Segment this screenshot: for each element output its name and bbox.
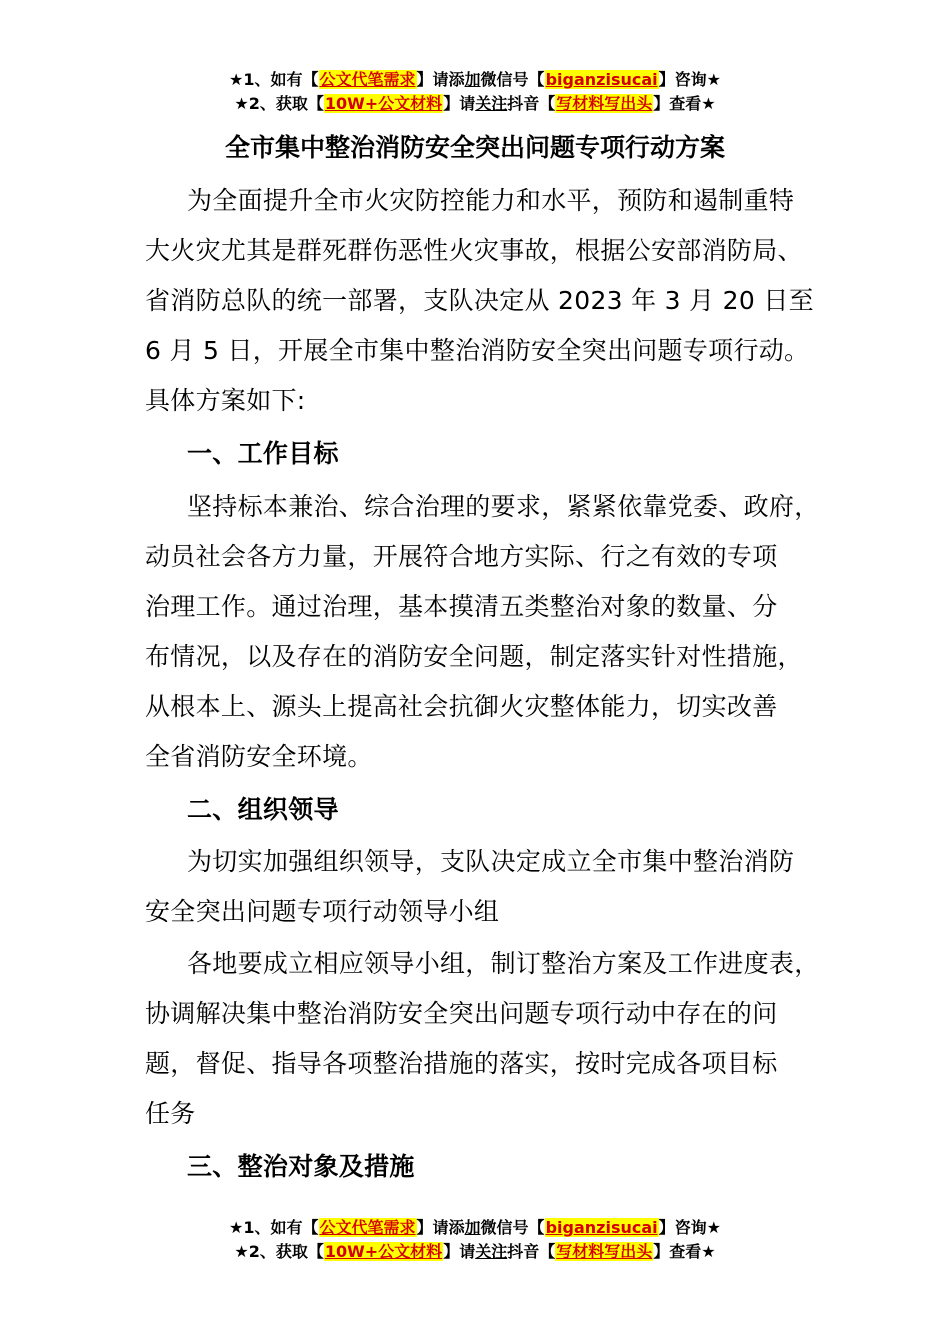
promo-highlight: 写材料写出头: [556, 1242, 653, 1261]
paragraph-line: 大火灾尤其是群死群伤恶性火灾事故，根据公安部消防局、: [145, 236, 803, 265]
document-title: 全市集中整治消防安全突出问题专项行动方案: [224, 133, 725, 162]
paragraph-line: 治理工作。通过治理，基本摸清五类整治对象的数量、分: [145, 592, 778, 621]
promo-text: 抖音【: [507, 1242, 556, 1261]
section-heading: 三、整治对象及措施: [187, 1152, 415, 1181]
promo-text: 】查看★: [653, 94, 716, 113]
promo-text: 微信号【: [480, 1218, 545, 1237]
promo-banner-top: [0, 68, 950, 116]
promo-text: 】请添: [416, 70, 465, 89]
paragraph-line: 从根本上、源头上提高社会抗御火灾整体能力，切实改善: [145, 692, 778, 721]
promo-text: 】请添: [416, 1218, 465, 1237]
paragraph-line: 题，督促、指导各项整治措施的落实，按时完成各项目标: [145, 1049, 778, 1078]
paragraph-line: 省消防总队的统一部署，支队决定从 2023 年 3 月 20 日至: [145, 286, 814, 315]
paragraph-line: 各地要成立相应领导小组，制订整治方案及工作进度表，: [187, 949, 820, 978]
paragraph-line: 坚持标本兼治、综合治理的要求，紧紧依靠党委、政府，: [187, 492, 820, 521]
promo-text: ★2、获取【: [234, 1242, 324, 1261]
promo-banner-bottom: [0, 1216, 950, 1264]
promo-text: 】请: [443, 1242, 476, 1261]
promo-line-2: [0, 1240, 950, 1264]
paragraph-line: 动员社会各方力量，开展符合地方实际、行之有效的专项: [145, 542, 778, 571]
paragraph-line: 6 月 5 日，开展全市集中整治消防安全突出问题专项行动。: [145, 336, 810, 365]
promo-text: ★1、如有【: [229, 70, 319, 89]
paragraph-line: 具体方案如下:: [145, 386, 306, 415]
promo-line-1: [0, 68, 950, 92]
promo-text: 】请: [443, 94, 476, 113]
promo-text: 加: [464, 1218, 481, 1237]
paragraph-line: 任务: [145, 1099, 196, 1128]
promo-text: ★2、获取【: [234, 94, 324, 113]
promo-text: 关注: [475, 94, 508, 113]
promo-highlight: 10W+公文材料: [324, 94, 443, 113]
paragraph-line: 布情况，以及存在的消防安全问题，制定落实针对性措施，: [145, 642, 803, 671]
section-heading: 一、工作目标: [187, 439, 339, 468]
promo-text: 】咨询★: [658, 1218, 721, 1237]
promo-text: ★1、如有【: [229, 1218, 319, 1237]
promo-highlight: 公文代笔需求: [319, 70, 416, 89]
section-heading: 二、组织领导: [187, 795, 339, 824]
promo-text: 微信号【: [480, 70, 545, 89]
promo-line-1: [0, 1216, 950, 1240]
promo-text: 】咨询★: [658, 70, 721, 89]
promo-text: 抖音【: [507, 94, 556, 113]
promo-text: 加: [464, 70, 481, 89]
promo-highlight: biganzisucai: [545, 1218, 658, 1237]
promo-text: 关注: [475, 1242, 508, 1261]
promo-highlight: 写材料写出头: [556, 94, 653, 113]
paragraph-line: 为切实加强组织领导，支队决定成立全市集中整治消防: [187, 847, 795, 876]
paragraph-line: 协调解决集中整治消防安全突出问题专项行动中存在的问: [145, 999, 778, 1028]
promo-highlight: biganzisucai: [545, 70, 658, 89]
promo-text: 】查看★: [653, 1242, 716, 1261]
promo-line-2: [0, 92, 950, 116]
promo-highlight: 10W+公文材料: [324, 1242, 443, 1261]
promo-highlight: 公文代笔需求: [319, 1218, 416, 1237]
paragraph-line: 为全面提升全市火灾防控能力和水平，预防和遏制重特: [187, 186, 795, 215]
paragraph-line: 安全突出问题专项行动领导小组: [145, 897, 500, 926]
paragraph-line: 全省消防安全环境。: [145, 742, 373, 771]
